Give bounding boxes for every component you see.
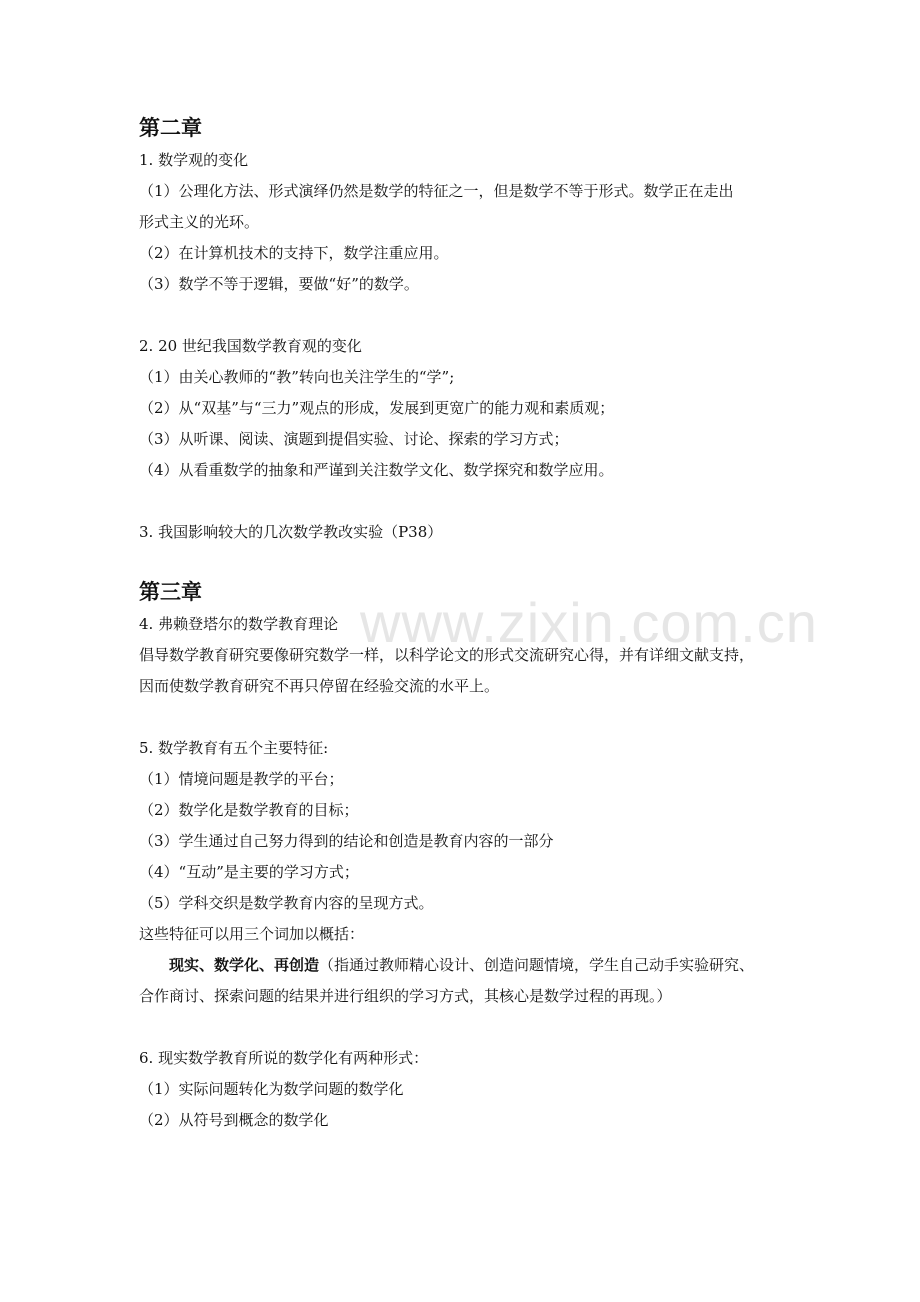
section-2-item-1: （1）由关心教师的“教”转向也关注学生的“学”;	[139, 368, 455, 386]
section-2-item-4: （4）从看重数学的抽象和严谨到关注数学文化、数学探究和数学应用。	[139, 461, 614, 479]
section-2-item-2: （2）从“双基”与“三力”观点的形成，发展到更宽广的能力观和素质观；	[139, 399, 615, 417]
section-5-item-5: （5）学科交织是数学教育内容的呈现方式。	[139, 894, 434, 912]
keywords-text: 现实、数学化、再创造	[169, 956, 320, 974]
section-1-item-1b: 形式主义的光环。	[139, 213, 260, 231]
section-6-item-2: （2）从符号到概念的数学化	[139, 1111, 329, 1129]
section-2-heading: 2. 20 世纪我国数学教育观的变化	[139, 337, 362, 355]
section-5-item-1: （1）情境问题是教学的平台；	[139, 770, 344, 788]
section-1-item-1a: （1）公理化方法、形式演绎仍然是数学的特征之一，但是数学不等于形式。数学正在走出	[139, 182, 734, 200]
section-5-explanation-line-2: 合作商讨、探索问题的结果并进行组织的学习方式，其核心是数学过程的再现。）	[139, 987, 672, 1005]
section-2-item-3: （3）从听课、阅读、演题到提倡实验、讨论、探索的学习方式；	[139, 430, 569, 448]
section-5-summary: 这些特征可以用三个词加以概括：	[139, 925, 365, 943]
chapter-3-title: 第三章	[139, 580, 202, 604]
section-3-heading: 3. 我国影响较大的几次数学教改实验（P38）	[139, 523, 443, 541]
chapter-2-title: 第二章	[139, 116, 202, 140]
section-6-heading: 6. 现实数学教育所说的数学化有两种形式：	[139, 1049, 429, 1067]
section-5-heading: 5. 数学教育有五个主要特征:	[139, 739, 329, 757]
keywords-explanation: （指通过教师精心设计、创造问题情境，学生自己动手实验研究、	[319, 956, 755, 974]
section-1-heading: 1. 数学观的变化	[139, 151, 249, 169]
section-4-paragraph-line-1: 倡导数学教育研究要像研究数学一样，以科学论文的形式交流研究心得，并有详细文献支持，	[139, 646, 755, 664]
section-1-item-2: （2）在计算机技术的支持下，数学注重应用。	[139, 244, 449, 262]
section-4-paragraph-line-2: 因而使数学教育研究不再只停留在经验交流的水平上。	[139, 677, 500, 695]
watermark: www.zixin.com.cn	[360, 591, 818, 654]
section-5-keywords-line	[169, 954, 789, 976]
section-5-item-2: （2）数学化是数学教育的目标；	[139, 801, 359, 819]
section-4-heading: 4. 弗赖登塔尔的数学教育理论	[139, 615, 339, 633]
section-6-item-1: （1）实际问题转化为数学问题的数学化	[139, 1080, 404, 1098]
section-5-item-3: （3）学生通过自己努力得到的结论和创造是教育内容的一部分	[139, 832, 554, 850]
section-1-item-3: （3）数学不等于逻辑，要做“好”的数学。	[139, 275, 419, 293]
section-5-item-4: （4）“互动”是主要的学习方式；	[139, 863, 359, 881]
